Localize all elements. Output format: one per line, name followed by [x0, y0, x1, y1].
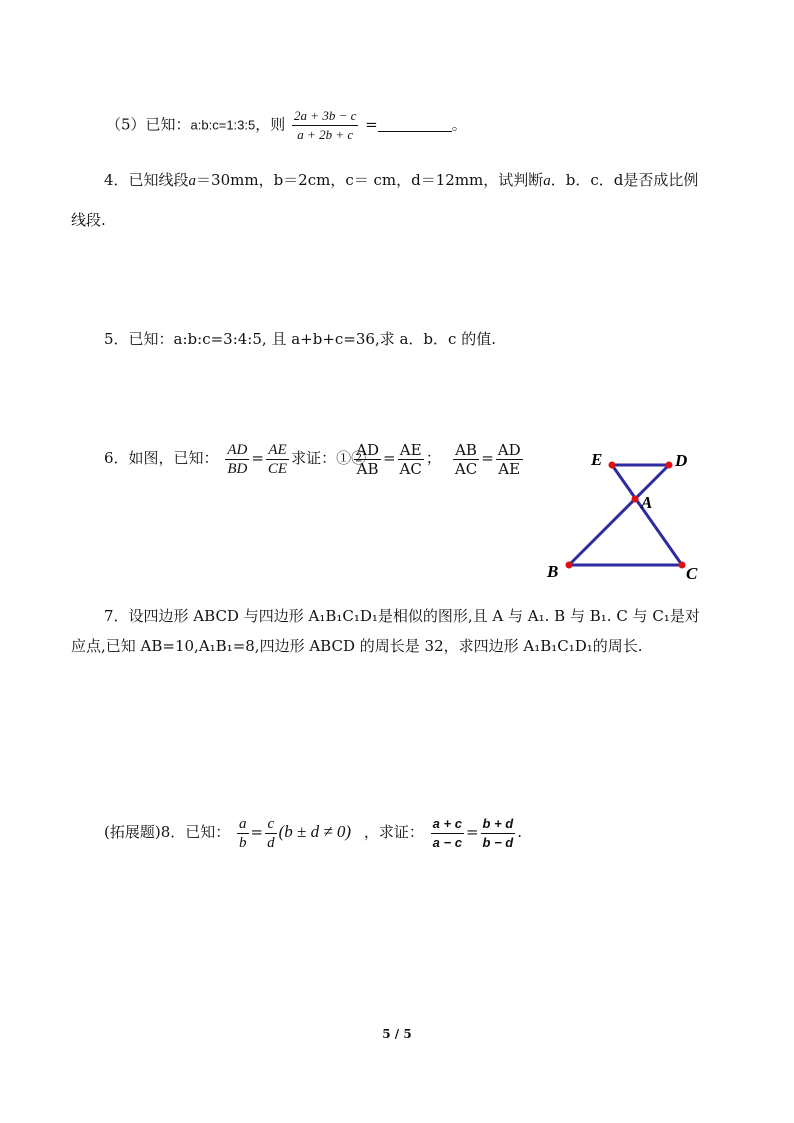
- q5-sub-equals: =: [365, 115, 378, 134]
- q8-prove-label: ，求证：: [363, 823, 424, 841]
- point-b: [566, 562, 573, 569]
- q6-p1-frac2: [398, 442, 424, 477]
- label-e: E: [591, 450, 603, 469]
- q8-given-frac1: [237, 816, 249, 851]
- point-d: [666, 462, 673, 469]
- q6-p1-num2: AE: [398, 442, 424, 460]
- page-number: 5 / 5: [382, 1027, 412, 1041]
- q6-circled: ①②: [336, 449, 367, 467]
- q8-p-eq: =: [465, 823, 479, 841]
- q4-line2: [71, 210, 106, 230]
- label-d: D: [675, 451, 688, 470]
- q6-p1-num1: AD: [356, 440, 379, 459]
- q6-line: [104, 438, 525, 478]
- q5-sub-prefix: （5）已知：: [106, 115, 191, 134]
- q4-line2-text: 线段.: [71, 211, 106, 229]
- q5-sub-frac-den: a + 2b + c: [297, 127, 354, 142]
- q6-prefix: 6．如图，已知：: [104, 449, 219, 467]
- q6-p2-frac1: [453, 442, 479, 477]
- q6-given-frac1: [225, 442, 249, 477]
- q8-condition: (b ± d ≠ 0): [278, 822, 352, 841]
- q5-sub-frac-num: 2a + 3b − c: [292, 108, 358, 126]
- q8-end: .: [517, 823, 523, 841]
- q6-p2-eq: =: [481, 449, 494, 467]
- q4-var-a2: a: [543, 173, 551, 189]
- q8-p-den2: b − d: [482, 834, 514, 850]
- q8-p-num1: a + c: [431, 816, 464, 834]
- point-e: [609, 462, 616, 469]
- q8-prove-frac1: [431, 816, 464, 851]
- q5-sub-then: ，则: [255, 115, 286, 134]
- label-c: C: [686, 564, 698, 583]
- label-a: A: [641, 493, 653, 512]
- q8-given-eq: =: [250, 823, 264, 841]
- q6-given-num2: AE: [266, 442, 289, 460]
- q7-line1-text: 7．设四边形 ABCD 与四边形 A₁B₁C₁D₁是相似的图形,且 A 与 A₁. B 与 B₁. C 与 C₁是对: [104, 607, 700, 625]
- q8-given-num2: c: [265, 816, 277, 834]
- q5-text: 5．已知：a:b:c=3:4:5, 且 a+b+c=36,求 a．b．c 的值.: [104, 330, 496, 348]
- q8-prove-frac2: [481, 816, 516, 851]
- q6-p2-den1: AC: [454, 459, 478, 478]
- q6-figure: [547, 447, 715, 587]
- q4-line1: [104, 170, 698, 191]
- q4-text-a: 4．已知线段: [104, 171, 189, 189]
- q5-sub-end: 。: [451, 115, 467, 134]
- q5-sub-answer-blank: [378, 117, 452, 132]
- q8-p-den1: a − c: [432, 834, 462, 850]
- q8-given-den2: d: [267, 834, 275, 851]
- q7-line1: [104, 606, 700, 626]
- q6-p1-frac1: [354, 442, 381, 477]
- q6-given-num1: AD: [227, 441, 248, 458]
- q8-line: [104, 812, 522, 852]
- q6-prove-label: 求证：: [291, 449, 337, 467]
- q6-given-den2: CE: [267, 460, 288, 477]
- q6-p1-den2: AC: [399, 459, 422, 478]
- q4-text-c: ．b．c．d是否成比例: [550, 171, 699, 189]
- q6-given-den1: BD: [227, 460, 248, 477]
- segment-eac: [612, 465, 682, 565]
- q4-var-a: a: [188, 173, 197, 189]
- q6-given-eq: =: [251, 449, 264, 467]
- q8-given-frac2: [265, 816, 277, 851]
- q6-p2-den2: AE: [498, 459, 521, 478]
- q6-p1-den1: AB: [356, 459, 379, 478]
- q7-line2-text: 应点,已知 AB=10,A₁B₁=8,四边形 ABCD 的周长是 32，求四边形 A₁B₁C₁D₁的周长.: [71, 637, 643, 655]
- segment-dab: [569, 465, 669, 565]
- q6-semicolon: ；: [425, 449, 441, 467]
- point-c: [679, 562, 686, 569]
- q5-sub-line: [106, 108, 467, 143]
- q6-p2-frac2: [496, 442, 523, 477]
- q6-given-frac2: [266, 442, 289, 477]
- point-a: [632, 496, 639, 503]
- q8-p-num2: b + d: [481, 816, 516, 834]
- q6-p1-eq: =: [382, 449, 396, 467]
- q6-p2-num2: AD: [497, 440, 521, 459]
- q4-text-b: ＝30mm，b＝2cm，c＝ cm，d＝12mm，试判断: [196, 171, 544, 189]
- q5-line: [104, 329, 496, 349]
- q6-p2-num1: AB: [453, 442, 479, 460]
- q8-given-num1: a: [239, 815, 247, 832]
- q5-sub-fraction: [292, 108, 358, 143]
- q8-prefix: (拓展题)8．已知：: [104, 823, 231, 841]
- q7-line2: [71, 636, 643, 656]
- label-b: B: [547, 562, 559, 581]
- q5-sub-ratio: a:b:c=1:3:5: [190, 117, 256, 133]
- q8-given-den1: b: [239, 834, 247, 851]
